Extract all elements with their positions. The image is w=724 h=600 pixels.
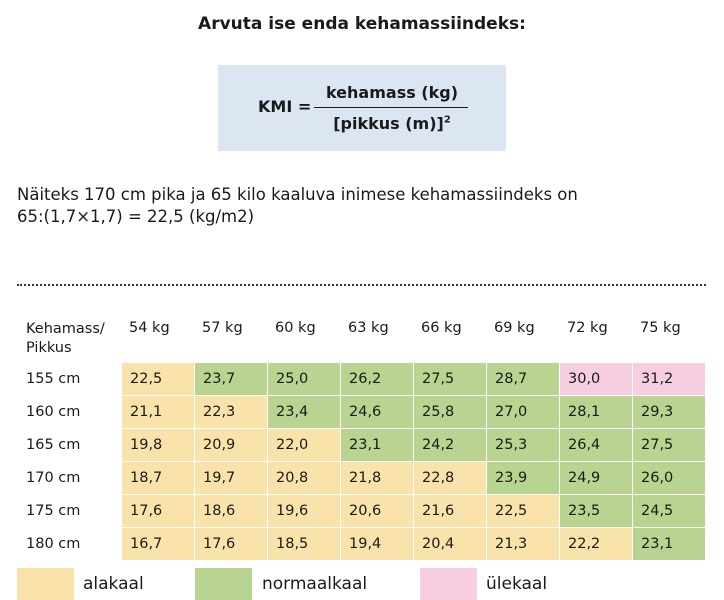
bmi-cell: 18,7: [122, 462, 194, 494]
bmi-cell: 18,6: [195, 495, 267, 527]
bmi-cell: 24,2: [414, 429, 486, 461]
bmi-cell: 23,4: [268, 396, 340, 428]
bmi-cell: 25,0: [268, 363, 340, 395]
bmi-cell: 22,5: [122, 363, 194, 395]
fraction-line: [314, 107, 468, 108]
formula-denominator-text: [pikkus (m)]: [333, 114, 444, 133]
column-header: 60 kg: [275, 320, 316, 336]
column-header: 69 kg: [494, 320, 535, 336]
bmi-cell: 19,4: [341, 528, 413, 560]
row-header: 155 cm: [26, 371, 81, 387]
bmi-cell: 23,7: [195, 363, 267, 395]
row-header: 170 cm: [26, 470, 81, 486]
legend-label: normaalkaal: [262, 574, 368, 594]
bmi-cell: 17,6: [195, 528, 267, 560]
row-header: 160 cm: [26, 404, 81, 420]
bmi-cell: 23,1: [633, 528, 705, 560]
bmi-cell: 23,1: [341, 429, 413, 461]
bmi-cell: 19,6: [268, 495, 340, 527]
bmi-cell: 27,0: [487, 396, 559, 428]
formula-label: KMI =: [258, 97, 312, 116]
bmi-cell: 21,3: [487, 528, 559, 560]
column-header: 63 kg: [348, 320, 389, 336]
bmi-cell: 24,9: [560, 462, 632, 494]
bmi-cell: 19,8: [122, 429, 194, 461]
page-title: Arvuta ise enda kehamassiindeks:: [198, 14, 526, 34]
legend-swatch: [195, 568, 252, 600]
bmi-cell: 22,0: [268, 429, 340, 461]
row-header: 165 cm: [26, 437, 81, 453]
bmi-cell: 16,7: [122, 528, 194, 560]
table-corner-header: [26, 320, 105, 358]
column-header: 72 kg: [567, 320, 608, 336]
bmi-cell: 31,2: [633, 363, 705, 395]
bmi-cell: 22,2: [560, 528, 632, 560]
bmi-cell: 20,4: [414, 528, 486, 560]
legend-label: alakaal: [83, 574, 144, 594]
legend-swatch: [17, 568, 74, 600]
formula-exponent: 2: [443, 114, 451, 126]
bmi-cell: 24,5: [633, 495, 705, 527]
bmi-cell: 29,3: [633, 396, 705, 428]
bmi-cell: 26,0: [633, 462, 705, 494]
row-header: 175 cm: [26, 503, 81, 519]
bmi-cell: 30,0: [560, 363, 632, 395]
bmi-cell: 20,6: [341, 495, 413, 527]
bmi-cell: 17,6: [122, 495, 194, 527]
bmi-cell: 28,1: [560, 396, 632, 428]
formula-box: [218, 65, 506, 151]
bmi-cell: 26,4: [560, 429, 632, 461]
example-line-2: 65:(1,7×1,7) = 22,5 (kg/m2): [17, 207, 255, 226]
bmi-cell: 24,6: [341, 396, 413, 428]
corner-line-2: Pikkus: [26, 340, 72, 356]
bmi-cell: 22,3: [195, 396, 267, 428]
dotted-divider: [17, 284, 706, 286]
bmi-cell: 22,5: [487, 495, 559, 527]
column-header: 75 kg: [640, 320, 681, 336]
bmi-cell: 27,5: [414, 363, 486, 395]
legend-swatch: [420, 568, 477, 600]
column-header: 57 kg: [202, 320, 243, 336]
bmi-cell: 22,8: [414, 462, 486, 494]
formula-numerator: kehamass (kg): [325, 83, 459, 102]
row-header: 180 cm: [26, 536, 81, 552]
legend-label: ülekaal: [486, 574, 548, 594]
bmi-cell: 23,9: [487, 462, 559, 494]
bmi-cell: 21,6: [414, 495, 486, 527]
bmi-cell: 28,7: [487, 363, 559, 395]
column-header: 54 kg: [129, 320, 170, 336]
corner-line-1: Kehamass/: [26, 321, 105, 337]
bmi-cell: 21,1: [122, 396, 194, 428]
bmi-cell: 25,8: [414, 396, 486, 428]
bmi-cell: 20,8: [268, 462, 340, 494]
example-text: [17, 184, 717, 228]
column-header: 66 kg: [421, 320, 462, 336]
bmi-cell: 26,2: [341, 363, 413, 395]
bmi-cell: 27,5: [633, 429, 705, 461]
bmi-cell: 23,5: [560, 495, 632, 527]
bmi-cell: 19,7: [195, 462, 267, 494]
bmi-cell: 25,3: [487, 429, 559, 461]
bmi-cell: 20,9: [195, 429, 267, 461]
bmi-cell: 21,8: [341, 462, 413, 494]
bmi-cell: 18,5: [268, 528, 340, 560]
example-line-1: Näiteks 170 cm pika ja 65 kilo kaaluva inimese kehamassiindeks on: [17, 185, 578, 204]
formula-denominator: [316, 114, 468, 133]
